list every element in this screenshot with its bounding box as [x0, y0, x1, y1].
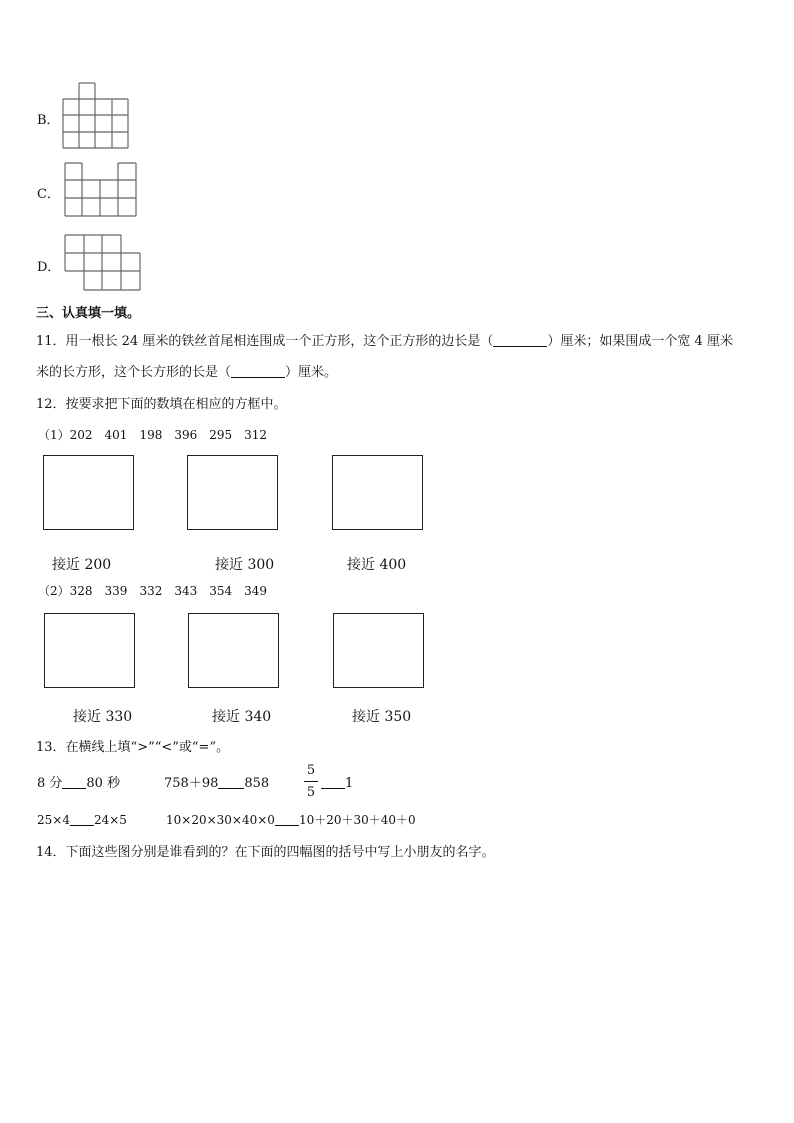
q11-text-b: ）厘米；如果围成一个宽 4 厘米: [547, 334, 733, 349]
q13-answer-blank-5[interactable]: [275, 813, 299, 826]
q12-part-2-numbers: （2）328 339 332 343 354 349: [38, 584, 268, 598]
q11-answer-blank-1[interactable]: [493, 334, 547, 347]
q13-compare-1: [37, 775, 120, 793]
q13-expr-left: 8 分: [37, 776, 63, 791]
option-b-label: B．: [37, 113, 60, 128]
option-d-label: D．: [37, 260, 61, 275]
q12-label-near-400: 接近 400: [347, 557, 407, 573]
q11-text-a: 11．用一根长 24 厘米的铁丝首尾相连围成一个正方形，这个正方形的边长是（: [36, 334, 494, 349]
q13-expr-right: 24×5: [93, 813, 127, 827]
question-14-title: 14．下面这些图分别是谁看到的？在下面的四幅图的括号中写上小朋友的名字。: [36, 845, 495, 860]
q12-box-near-340[interactable]: [188, 613, 279, 688]
q13-expr-left: 10×20×30×40×0: [166, 813, 275, 827]
q13-expr-right: 10＋20＋30＋40＋0: [298, 813, 416, 827]
q13-answer-blank-4[interactable]: [70, 813, 94, 826]
q13-answer-blank-3[interactable]: [321, 776, 345, 789]
q13-compare-2: [164, 775, 269, 793]
q12-box-near-200[interactable]: [43, 455, 134, 530]
q13-fraction-numerator: 5: [306, 763, 316, 778]
q12-label-near-300: 接近 300: [215, 557, 275, 573]
q13-fraction-bar: [304, 781, 318, 782]
q13-compare-3: [321, 775, 353, 793]
option-b-net-figure: [62, 82, 130, 150]
q12-box-near-350[interactable]: [333, 613, 424, 688]
option-c-net-figure: [64, 162, 138, 218]
q13-expr-right: 1: [345, 776, 354, 791]
q11-text-c: 米的长方形，这个长方形的长是（: [36, 365, 232, 380]
q12-box-near-300[interactable]: [187, 455, 278, 530]
q12-label-near-200: 接近 200: [52, 557, 112, 573]
q12-part-1-numbers: （1）202 401 198 396 295 312: [38, 428, 268, 442]
question-11-line-2: [36, 364, 337, 382]
question-12-title: 12．按要求把下面的数填在相应的方框中。: [36, 397, 287, 412]
option-d-net-figure: [64, 234, 142, 292]
q13-compare-4: [37, 811, 127, 829]
q11-answer-blank-2[interactable]: [231, 365, 285, 378]
q12-box-near-400[interactable]: [332, 455, 423, 530]
q13-fraction-denominator: 5: [306, 785, 316, 800]
q13-compare-5: [166, 811, 416, 829]
q13-answer-blank-1[interactable]: [62, 776, 86, 789]
q12-label-near-350: 接近 350: [352, 709, 412, 725]
option-c-label: C．: [37, 187, 60, 202]
q13-expr-right: 858: [244, 776, 270, 791]
q13-expr-left: 25×4: [37, 813, 70, 827]
q13-expr-left: 758＋98: [164, 776, 219, 791]
q13-answer-blank-2[interactable]: [218, 776, 244, 789]
q12-box-near-330[interactable]: [44, 613, 135, 688]
question-11-line-1: [36, 333, 733, 351]
q12-label-near-340: 接近 340: [212, 709, 272, 725]
q13-expr-right: 80 秒: [86, 776, 121, 791]
section-title: 三、认真填一填。: [36, 306, 141, 321]
q12-label-near-330: 接近 330: [73, 709, 133, 725]
q11-text-d: ）厘米。: [285, 365, 338, 380]
question-13-title: 13．在横线上填“>”“<”或“=”。: [36, 740, 230, 755]
